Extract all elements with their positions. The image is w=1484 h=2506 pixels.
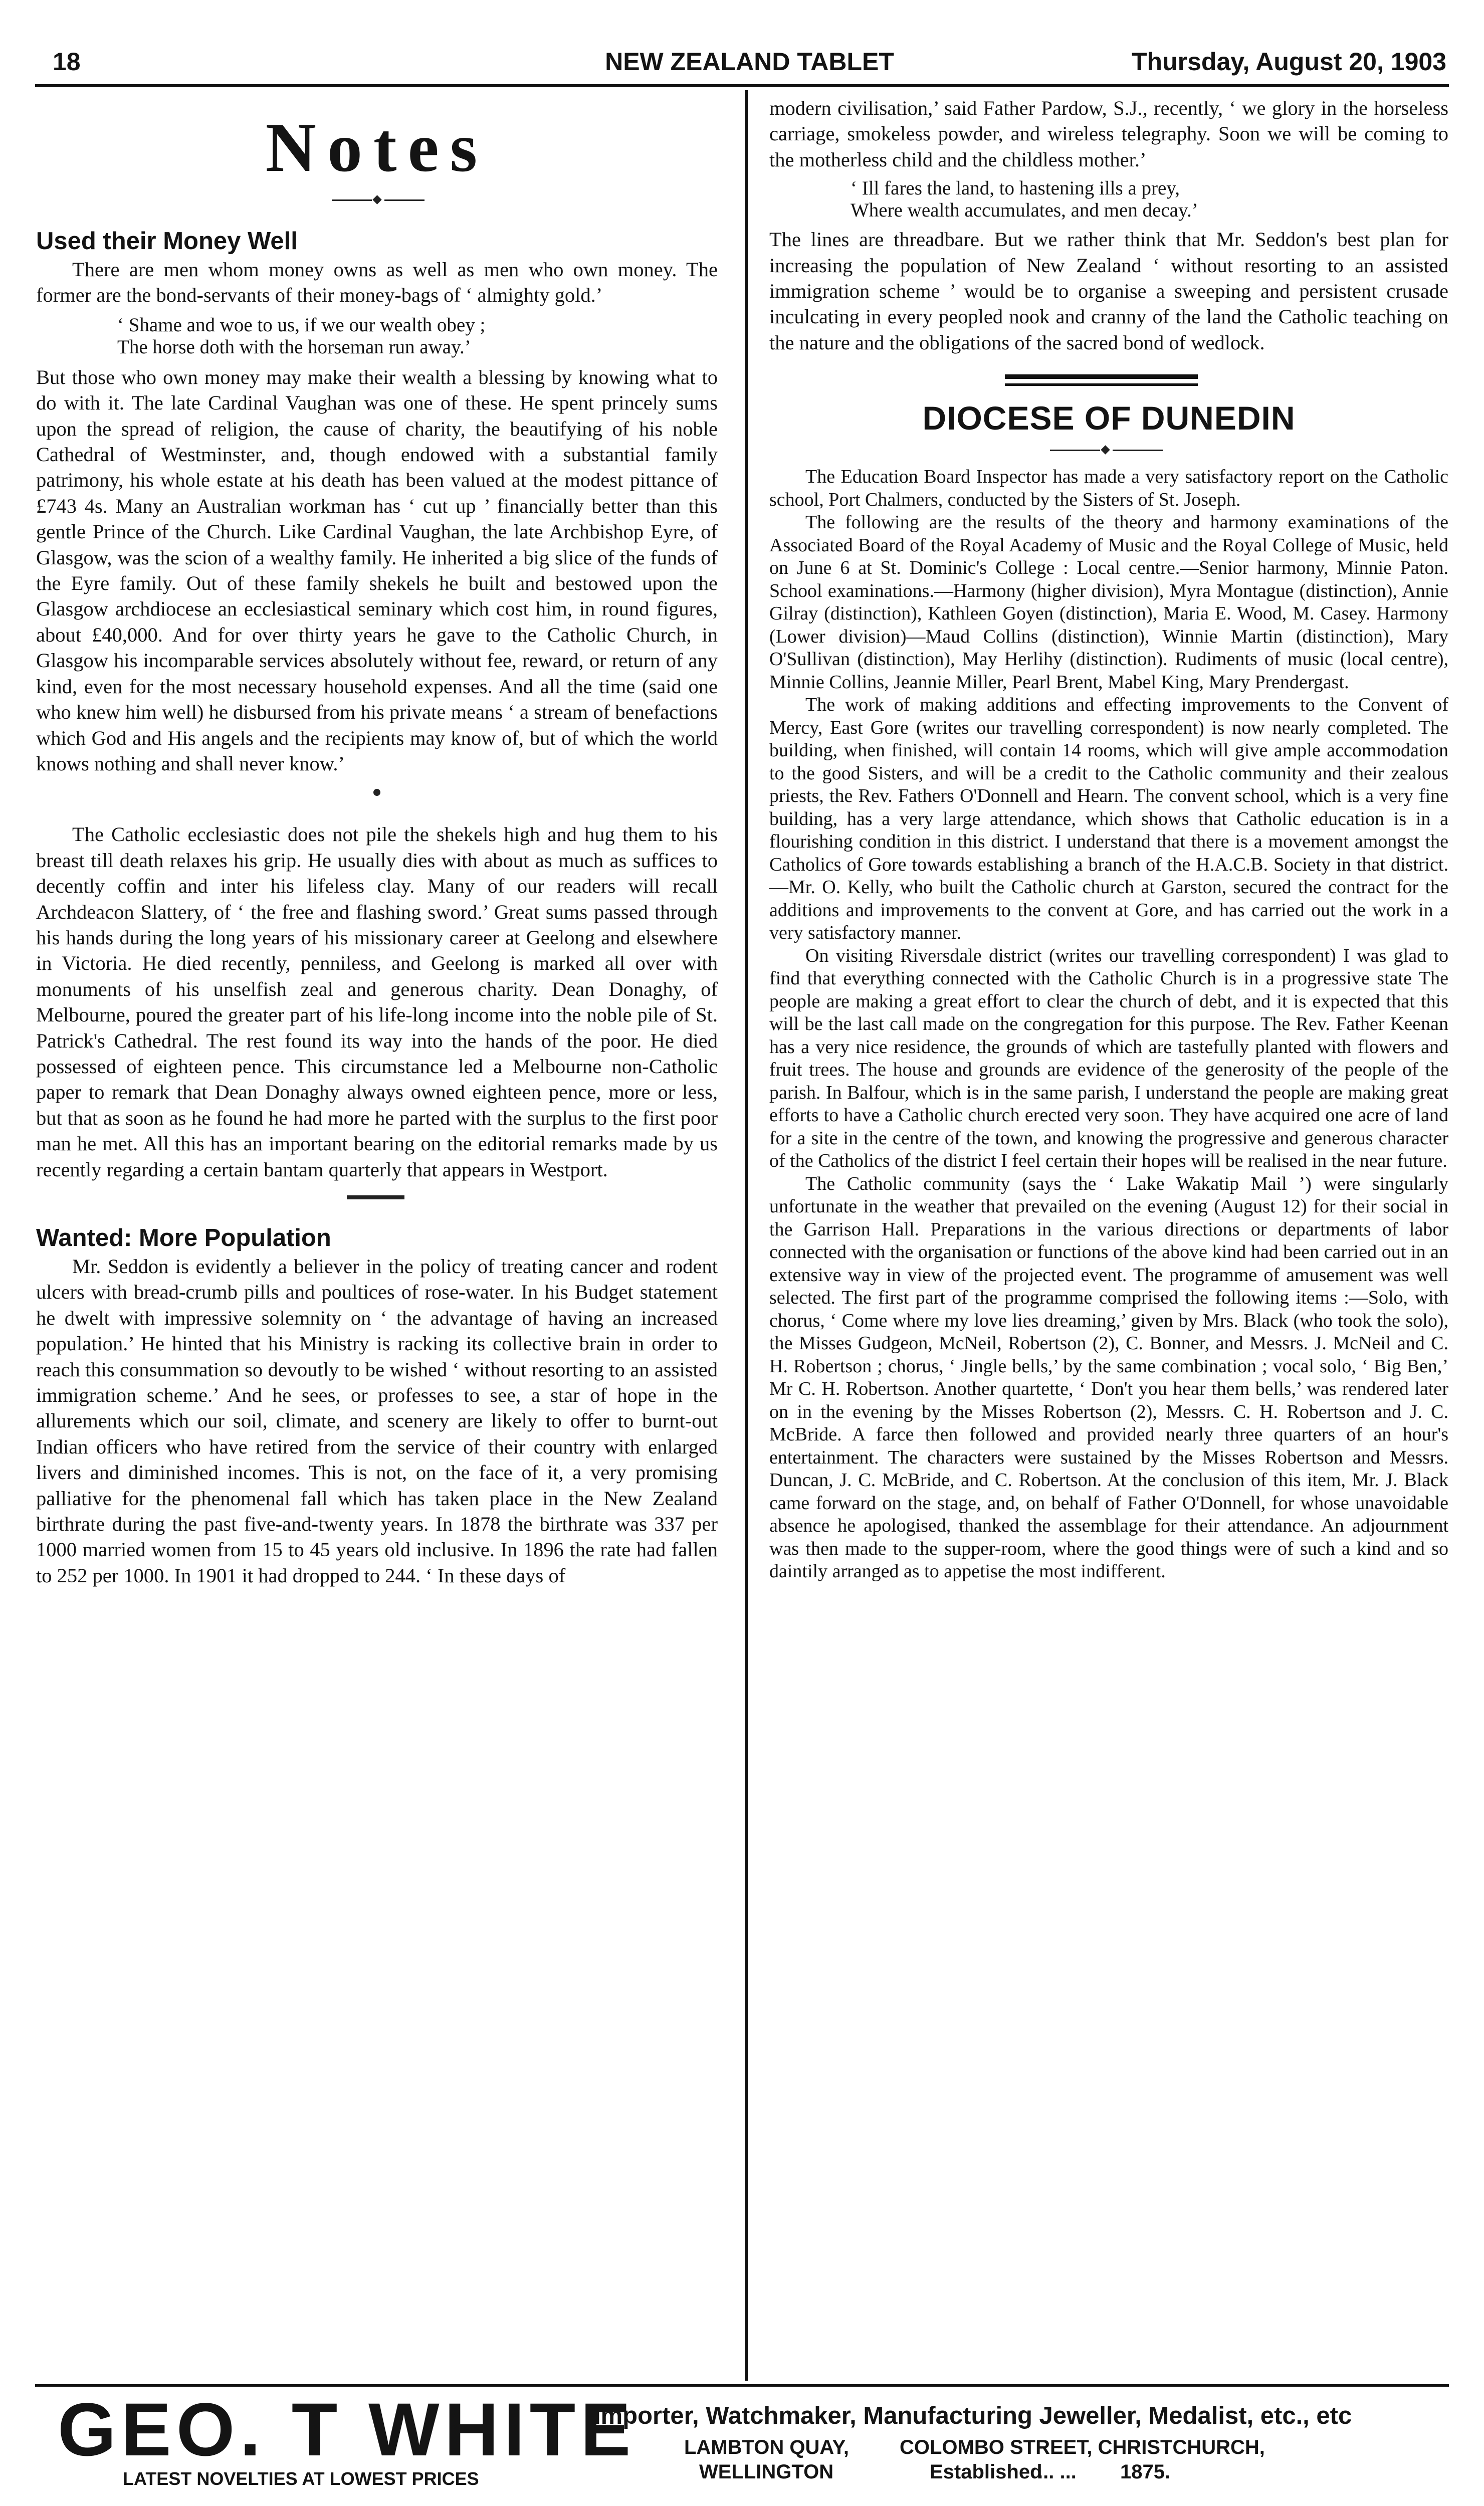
paragraph: modern civilisation,’ said Father Pardow, S.J., recently, ‘ we glory in the horseless carriage, smokeless powder, and wireless telegraphy. Soon we will be coming to the motherless child and the childless mother.’ xyxy=(769,97,1448,171)
paragraph: The Catholic community (says the ‘ Lake Wakatip Mail ’) were singularly unfortunate in the weather that prevailed on the evening (August 12) for their social in the Garrison Hall. Preparations in the various directions or departments of labor connected with the organisation or functions of the above kind had been carried out in an extensive way in view of the projected event. The programme of amusement was well selected. The first part of the programme comprised the following items :—Solo, with chorus, ‘ Come where my love lies dreaming,’ given by Mrs. Black (who took the solo), the Misses Gudgeon, McNeil, Robertson (2), C. Bonner, and Messrs. J. McNeil and C. H. Robertson ; chorus, ‘ Jingle bells,’ by the same combination ; vocal solo, ‘ Big Ben,’ Mr C. H. Robertson. Another quartette, ‘ Don't you hear them bells,’ was rendered later on in the evening by the Misses Robertson (2), Messrs. C. H. Robertson and J. C. McBride. A farce then followed and provided nearly three quarters of an hour's entertainment. The characters were sustained by the Misses Robertson and Messrs. Duncan, J. C. McBride, and C. Robertson. At the conclusion of this item, Mr. J. Black came forward on the stage, and, on behalf of Father O'Donnell, for whose unavoidable absence he apologised, thanked the assemblage for their attendance. An adjournment was then made to the supper-room, where the good things were of such a kind and so daintily arranged as to appetise the most indifferent. xyxy=(769,1173,1448,1582)
paragraph: The Education Board Inspector has made a very satisfactory report on the Catholic school, Port Chalmers, conducted by the Sisters of St. Joseph. xyxy=(769,466,1448,510)
paragraph: But those who own money may make their wealth a blessing by knowing what to do with it. The late Cardinal Vaughan was one of these. He spent princely sums upon the spread of religion, the cause of charity, the beautifying of his noble Cathedral of Westminster, and, though endowed with a substantial family patrimony, his whole estate at his death has been valued at the modest pittance of £743 4s. Many an Australian workman has ‘ cut up ’ financially better than this gentle Prince of the Church. Like Cardinal Vaughan, the late Archbishop Eyre, of Glasgow, was the scion of a wealthy family. He inherited a big slice of the funds of the Eyre family. Out of these family shekels he built and bestowed upon the Glasgow archdiocese an ecclesiastical seminary which cost him, in round figures, about £40,000. And for over thirty years he gave to the Catholic Church, in Glasgow his incomparable services absolutely without fee, reward, or return of any kind, even for the most necessary household expenses. And all the time (said one who knew him well) he disbursed from his private means ‘ a stream of benefactions which God and His angels and the recipients may know of, but of which the world knows nothing and shall never know.’ xyxy=(36,365,718,775)
continued-text xyxy=(769,95,1448,355)
header-rule xyxy=(35,84,1449,87)
page-number: 18 xyxy=(53,48,81,76)
established-dots: ... ... xyxy=(1037,2461,1077,2483)
paragraph: The Catholic ecclesiastic does not pile the shekels high and hug them to his breast till death relaxes his grip. He usually dies with about as much as suffices to decently coffin and inter his lifeless clay. Many of our readers will recall Archdeacon Slattery, of ‘ the free and flashing sword.’ Great sums passed through his hands during the long years of his missionary career at Geelong and elsewhere in Victoria. He died recently, penniless, and Geelong is marked all over with monuments of his unselfish zeal and generous charity. Dean Donaghy, of Melbourne, poured the greater part of his life-long income into the noble pile of St. Patrick's Cathedral. The rest found its way into the hands of the poor. He died possessed of eighteen pence. This circumstance led a Melbourne non-Catholic paper to remark that Dean Donaghy always owned eighteen pence, more or less, but that as soon as he found he had more he parted with the surplus to the first poor man he met. All this has an important bearing on the editorial remarks made by us recently regarding a certain bantam quarterly that appears in Westport. xyxy=(36,823,718,1181)
verse-line: ‘ Shame and woe to us, if we our wealth obey ; xyxy=(117,314,486,336)
title-ornament xyxy=(36,190,718,211)
advertiser-tagline: LATEST NOVELTIES AT LOWEST PRICES xyxy=(123,2468,479,2489)
notes-title: Notes xyxy=(265,109,489,186)
section-bullet xyxy=(36,776,718,806)
advertiser-trades: Importer, Watchmaker, Manufacturing Jeweller, Medalist, etc., etc xyxy=(594,2402,1352,2429)
heading-ornament xyxy=(769,441,1448,461)
section-population-body xyxy=(36,1254,718,1588)
address-christchurch: COLOMBO STREET, CHRISTCHURCH, xyxy=(900,2436,1265,2458)
established-year: 1875. xyxy=(1120,2461,1171,2483)
footer-rule xyxy=(35,2384,1449,2387)
paragraph: Mr. Seddon is evidently a believer in the policy of treating cancer and rodent ulcers with bread-crumb pills and poultices of rose-water. In his Budget statement he dwelt with impressive solemnity on ‘ the advantage of having an increased population.’ He hinted that his Ministry is racking its collective brain in order to reach this consummation so devoutly to be wished ‘ without resorting to an assisted immigration scheme.’ And he sees, or professes to see, a star of hope in the allurements which our soil, climate, and scenery are likely to offer to burnt-out Indian officers who have retired from the service of their country with enlarged livers and diminished incomes. This is not, on the face of it, a very promising palliative for the phenomenal fall which has taken place in the New Zealand birthrate during the past five-and-twenty years. In 1878 the birthrate was 337 per 1000 married women from 15 to 45 years old inclusive. In 1896 the rate had fallen to 252 per 1000. In 1901 it had dropped to 244. ‘ In these days of xyxy=(36,1255,718,1587)
diocese-heading: DIOCESE OF DUNEDIN xyxy=(922,399,1296,437)
paragraph: The lines are threadbare. But we rather think that Mr. Seddon's best plan for increasing the population of New Zealand ‘ without resorting to an assisted immigration scheme ’ would be to organise a sweeping and persistent crusade inculcating in every peopled nook and cranny of the land the Catholic teaching on the nature and the obligations of the sacred bond of wedlock. xyxy=(769,228,1448,354)
column-divider xyxy=(745,90,748,2381)
diocese-body xyxy=(769,466,1448,1583)
section-double-rule xyxy=(769,365,1448,395)
section-money-body xyxy=(36,257,718,1182)
issue-date: Thursday, August 20, 1903 xyxy=(1132,48,1446,76)
advertiser-name: GEO. T WHITE xyxy=(58,2387,636,2471)
verse-line: The horse doth with the horseman run away.’ xyxy=(117,336,471,358)
section-heading-population: Wanted: More Population xyxy=(36,1224,331,1251)
established-label: Established xyxy=(930,2461,1042,2483)
address-wellington: LAMBTON QUAY, xyxy=(684,2436,849,2458)
left-column xyxy=(36,95,718,1588)
paragraph: The following are the results of the theory and harmony examinations of the Associated Board of the Royal Academy of Music and the Royal College of Music, held on June 6 at St. Dominic's College : Local centre.—Senior harmony, Minnie Paton. School examinations.—Harmony (higher division), Myra Montague (distinction), Annie Gilray (distinction), Kathleen Goyen (distinction), Maria E. Wood, M. Casey. Harmony (Lower division)—Maud Collins (distinction), Winnie Martin (distinction), Mary O'Sullivan (distinction), May Herlihy (distinction). Rudiments of music (local centre), Minnie Collins, Jeannie Miller, Pearl Brent, Mabel King, Mary Prendergast. xyxy=(769,512,1448,693)
right-column xyxy=(769,95,1448,1583)
paragraph: The work of making additions and effecting improvements to the Convent of Mercy, East Gore (writes our travelling correspondent) is now nearly completed. The building, when finished, will contain 14 rooms, which will give ample accommodation to the good Sisters, and will be a credit to the Catholic community and their zealous priests, the Rev. Fathers O'Donnell and Hearn. The convent school, which is a very fine building, has a very large attendance, which shows that Catholic education is in a flourishing condition in this district. I understand that there is a movement amongst the Catholics of Gore towards establishing a branch of the H.A.C.B. Society in that district.—Mr. O. Kelly, who built the Catholic church at Garston, secured the contract for the additions and improvements to the convent at Gore, and has carried out the work in a very satisfactory manner. xyxy=(769,694,1448,944)
paper-name: NEW ZEALAND TABLET xyxy=(605,48,894,76)
section-divider xyxy=(36,1182,718,1212)
paragraph: On visiting Riversdale district (writes our travelling correspondent) I was glad to find that everything connected with the Catholic Church is in a progressive state The people are making a great effort to clear the church of debt, and it is expected that this will be the last call made on the congregation for this purpose. The Rev. Father Keenan has a very nice residence, the grounds of which are tastefully planted with flowers and fruit trees. The house and grounds are evidence of the generosity of the people of the parish. In Balfour, which is in the same parish, I understand the people are making great efforts to have a Catholic church erected very soon. They have acquired one acre of land for a site in the centre of the town, and knowing the progressive and generous character of the Catholics of the district I feel certain their hopes will be realised in the near future. xyxy=(769,945,1448,1172)
running-head xyxy=(53,44,1446,79)
paragraph: There are men whom money owns as well as men who own money. The former are the bond-servants of their money-bags of ‘ almighty gold.’ xyxy=(36,258,718,307)
advertisement xyxy=(48,2387,1446,2506)
verse-line: ‘ Ill fares the land, to hastening ills a prey, xyxy=(851,177,1180,199)
verse-line: Where wealth accumulates, and men decay.’ xyxy=(851,199,1198,222)
city-name: WELLINGTON xyxy=(699,2461,834,2483)
section-heading-money: Used their Money Well xyxy=(36,228,298,255)
